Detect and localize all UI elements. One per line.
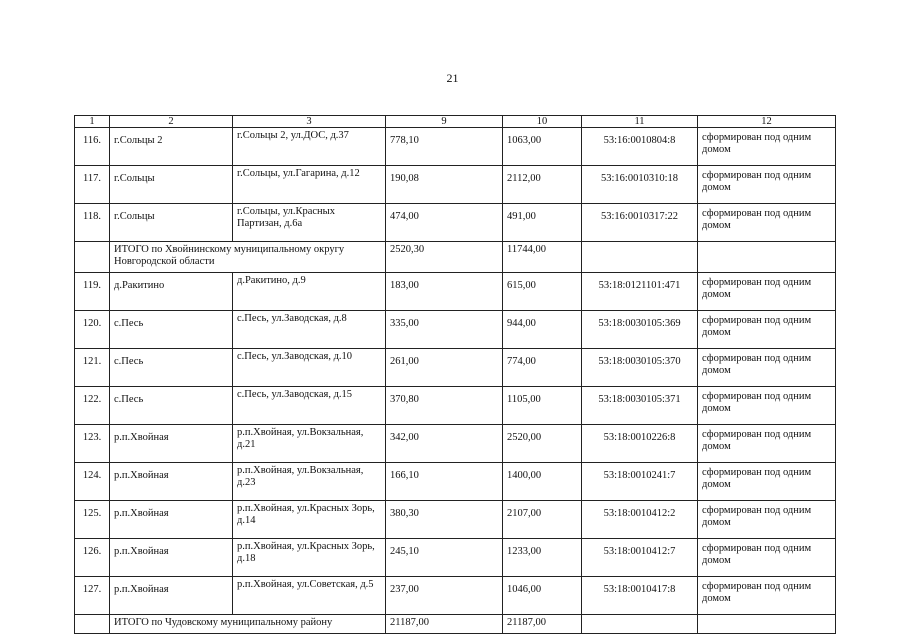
note-cell: сформирован под одним домом bbox=[698, 425, 836, 463]
address-cell: г.Сольцы 2, ул.ДОС, д.37 bbox=[233, 128, 386, 166]
table-row bbox=[75, 463, 836, 501]
empty-cell bbox=[582, 242, 698, 273]
column-9-value: 183,00 bbox=[386, 273, 503, 311]
total-label: ИТОГО по Чудовскому муниципальному району bbox=[110, 615, 386, 634]
column-header: 10 bbox=[503, 116, 582, 128]
column-10-value: 944,00 bbox=[503, 311, 582, 349]
cadastral-number: 53:18:0030105:370 bbox=[582, 349, 698, 387]
address-cell: с.Песь, ул.Заводская, д.8 bbox=[233, 311, 386, 349]
row-number: 127. bbox=[75, 577, 110, 615]
note-cell: сформирован под одним домом bbox=[698, 311, 836, 349]
locality-cell: г.Сольцы 2 bbox=[110, 128, 233, 166]
note-cell: сформирован под одним домом bbox=[698, 166, 836, 204]
column-10-value: 2520,00 bbox=[503, 425, 582, 463]
table-header-row bbox=[75, 116, 836, 128]
address-cell: р.п.Хвойная, ул.Красных Зорь, д.14 bbox=[233, 501, 386, 539]
address-cell: р.п.Хвойная, ул.Вокзальная, д.23 bbox=[233, 463, 386, 501]
page-number: 21 bbox=[446, 71, 459, 85]
table-row bbox=[75, 577, 836, 615]
cadastral-number: 53:18:0121101:471 bbox=[582, 273, 698, 311]
address-cell: д.Ракитино, д.9 bbox=[233, 273, 386, 311]
note-cell: сформирован под одним домом bbox=[698, 501, 836, 539]
total-column-10: 11744,00 bbox=[503, 242, 582, 273]
column-10-value: 774,00 bbox=[503, 349, 582, 387]
column-9-value: 237,00 bbox=[386, 577, 503, 615]
column-9-value: 190,08 bbox=[386, 166, 503, 204]
table-row bbox=[75, 349, 836, 387]
locality-cell: р.п.Хвойная bbox=[110, 577, 233, 615]
locality-cell: р.п.Хвойная bbox=[110, 425, 233, 463]
locality-cell: р.п.Хвойная bbox=[110, 539, 233, 577]
empty-cell bbox=[698, 615, 836, 634]
cadastral-number: 53:18:0010241:7 bbox=[582, 463, 698, 501]
note-cell: сформирован под одним домом bbox=[698, 273, 836, 311]
cadastral-number: 53:18:0010226:8 bbox=[582, 425, 698, 463]
table-row bbox=[75, 204, 836, 242]
column-9-value: 370,80 bbox=[386, 387, 503, 425]
note-cell: сформирован под одним домом bbox=[698, 577, 836, 615]
note-cell: сформирован под одним домом bbox=[698, 463, 836, 501]
empty-cell bbox=[698, 242, 836, 273]
column-header: 2 bbox=[110, 116, 233, 128]
address-cell: г.Сольцы, ул.Гагарина, д.12 bbox=[233, 166, 386, 204]
column-10-value: 2107,00 bbox=[503, 501, 582, 539]
column-9-value: 245,10 bbox=[386, 539, 503, 577]
column-header: 1 bbox=[75, 116, 110, 128]
cadastral-number: 53:18:0010412:7 bbox=[582, 539, 698, 577]
table-row bbox=[75, 166, 836, 204]
table-row bbox=[75, 311, 836, 349]
column-header: 9 bbox=[386, 116, 503, 128]
column-9-value: 342,00 bbox=[386, 425, 503, 463]
row-number: 118. bbox=[75, 204, 110, 242]
note-cell: сформирован под одним домом bbox=[698, 128, 836, 166]
table-row bbox=[75, 387, 836, 425]
row-number: 125. bbox=[75, 501, 110, 539]
table-row bbox=[75, 501, 836, 539]
column-10-value: 1233,00 bbox=[503, 539, 582, 577]
locality-cell: с.Песь bbox=[110, 349, 233, 387]
address-cell: с.Песь, ул.Заводская, д.15 bbox=[233, 387, 386, 425]
land-plots-table bbox=[74, 115, 836, 634]
cadastral-number: 53:16:0010804:8 bbox=[582, 128, 698, 166]
note-cell: сформирован под одним домом bbox=[698, 387, 836, 425]
row-number: 122. bbox=[75, 387, 110, 425]
column-10-value: 491,00 bbox=[503, 204, 582, 242]
address-cell: р.п.Хвойная, ул.Советская, д.5 bbox=[233, 577, 386, 615]
row-number: 116. bbox=[75, 128, 110, 166]
address-cell: р.п.Хвойная, ул.Красных Зорь, д.18 bbox=[233, 539, 386, 577]
address-cell: г.Сольцы, ул.Красных Партизан, д.6а bbox=[233, 204, 386, 242]
note-cell: сформирован под одним домом bbox=[698, 204, 836, 242]
table-row bbox=[75, 273, 836, 311]
row-number: 126. bbox=[75, 539, 110, 577]
address-cell: р.п.Хвойная, ул.Вокзальная, д.21 bbox=[233, 425, 386, 463]
cadastral-number: 53:18:0010417:8 bbox=[582, 577, 698, 615]
total-column-9: 2520,30 bbox=[386, 242, 503, 273]
locality-cell: с.Песь bbox=[110, 387, 233, 425]
table-row bbox=[75, 425, 836, 463]
column-header: 11 bbox=[582, 116, 698, 128]
column-10-value: 615,00 bbox=[503, 273, 582, 311]
column-10-value: 1046,00 bbox=[503, 577, 582, 615]
note-cell: сформирован под одним домом bbox=[698, 539, 836, 577]
total-column-10: 21187,00 bbox=[503, 615, 582, 634]
row-number: 121. bbox=[75, 349, 110, 387]
column-9-value: 166,10 bbox=[386, 463, 503, 501]
column-10-value: 1063,00 bbox=[503, 128, 582, 166]
column-header: 12 bbox=[698, 116, 836, 128]
table-body bbox=[75, 128, 836, 634]
column-9-value: 474,00 bbox=[386, 204, 503, 242]
column-9-value: 778,10 bbox=[386, 128, 503, 166]
column-10-value: 1105,00 bbox=[503, 387, 582, 425]
column-header: 3 bbox=[233, 116, 386, 128]
locality-cell: с.Песь bbox=[110, 311, 233, 349]
column-9-value: 261,00 bbox=[386, 349, 503, 387]
locality-cell: р.п.Хвойная bbox=[110, 501, 233, 539]
empty-cell bbox=[75, 242, 110, 273]
note-cell: сформирован под одним домом bbox=[698, 349, 836, 387]
total-column-9: 21187,00 bbox=[386, 615, 503, 634]
row-number: 120. bbox=[75, 311, 110, 349]
locality-cell: д.Ракитино bbox=[110, 273, 233, 311]
column-10-value: 1400,00 bbox=[503, 463, 582, 501]
address-cell: с.Песь, ул.Заводская, д.10 bbox=[233, 349, 386, 387]
row-number: 119. bbox=[75, 273, 110, 311]
cadastral-number: 53:18:0010412:2 bbox=[582, 501, 698, 539]
table-row bbox=[75, 539, 836, 577]
total-row bbox=[75, 615, 836, 634]
empty-cell bbox=[582, 615, 698, 634]
cadastral-number: 53:18:0030105:369 bbox=[582, 311, 698, 349]
cadastral-number: 53:16:0010310:18 bbox=[582, 166, 698, 204]
row-number: 123. bbox=[75, 425, 110, 463]
row-number: 124. bbox=[75, 463, 110, 501]
column-9-value: 335,00 bbox=[386, 311, 503, 349]
locality-cell: г.Сольцы bbox=[110, 166, 233, 204]
column-9-value: 380,30 bbox=[386, 501, 503, 539]
locality-cell: г.Сольцы bbox=[110, 204, 233, 242]
row-number: 117. bbox=[75, 166, 110, 204]
total-label: ИТОГО по Хвойнинскому муниципальному округу Новгородской области bbox=[110, 242, 386, 273]
column-10-value: 2112,00 bbox=[503, 166, 582, 204]
cadastral-number: 53:18:0030105:371 bbox=[582, 387, 698, 425]
table-row bbox=[75, 128, 836, 166]
empty-cell bbox=[75, 615, 110, 634]
locality-cell: р.п.Хвойная bbox=[110, 463, 233, 501]
cadastral-number: 53:16:0010317:22 bbox=[582, 204, 698, 242]
total-row bbox=[75, 242, 836, 273]
